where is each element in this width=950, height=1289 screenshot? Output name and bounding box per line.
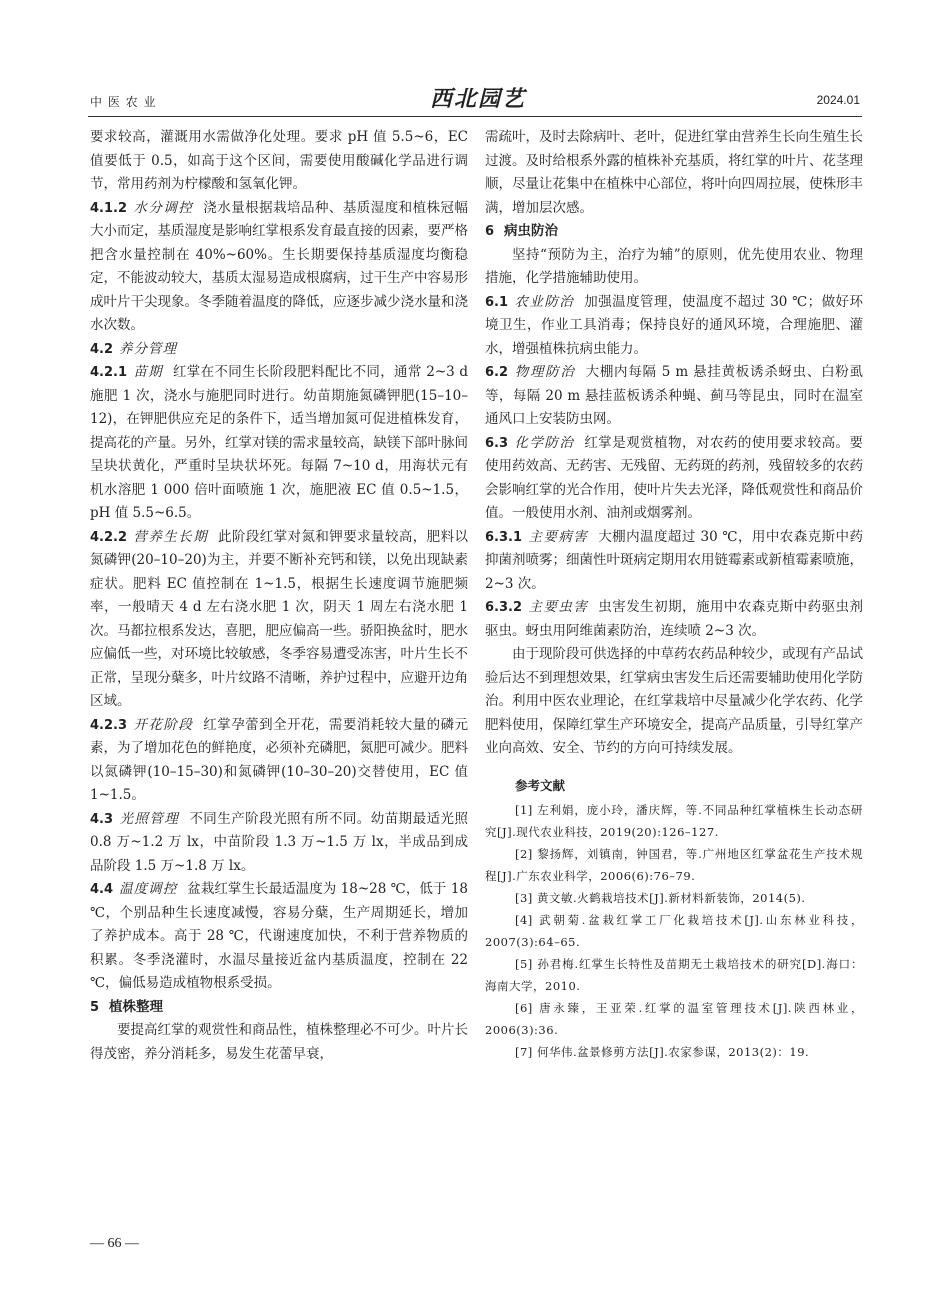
section-number: 4.3 xyxy=(90,811,114,827)
left-column xyxy=(90,126,468,1066)
section-text: 加强温度管理，使温度不超过 30 ℃；做好环境卫生，作业工具消毒；保持良好的通风环境，合理施肥、灌水，增强植株抗病虫能力。 xyxy=(485,293,863,357)
section-5-heading xyxy=(90,996,468,1020)
section-text: 浇水量根据栽培品种、基质湿度和植株冠幅大小而定，基质湿度是影响红掌根系发育最直接的因素，要严格把含水量控制在 40%~60%。生长期要保持基质湿度均衡稳定，不能波动较大，基质太湿易造成根腐病，过干生产中容易形成叶片干尖现象。冬季随着温度的降低，应逐步减少浇水量和浇水次数。 xyxy=(90,199,469,333)
paragraph: 要提高红掌的观赏性和商品性，植株整理必不可少。叶片长得茂密，养分消耗多，易发生花蕾早衰， xyxy=(90,1022,468,1062)
references xyxy=(485,775,863,1063)
section-6-2 xyxy=(485,361,863,432)
header-divider xyxy=(88,116,862,117)
section-number: 6.2 xyxy=(485,365,509,380)
section-title: 主要病害 xyxy=(528,528,589,545)
page-number: — 66 — xyxy=(90,1236,139,1251)
references-title: 参考文献 xyxy=(515,777,566,793)
section-4-2-1 xyxy=(90,361,468,526)
section-title: 病虫防治 xyxy=(504,223,559,239)
paragraph: 要求较高，灌溉用水需做净化处理。要求 pH 值 5.5~6，EC 值要低于 0.5，如高于这个区间，需要使用酸碱化学品进行调节，常用药剂为柠檬酸和氢氧化钾。 xyxy=(90,129,468,192)
conclusion-paragraph: 由于现阶段可供选择的中草药农药品种较少，或现有产品试验后达不到理想效果，红掌病虫害发生后还需要辅助使用化学防治。利用中医农业理论，在红掌栽培中尽量减少化学农药、化学肥料使用，保障红掌生产环境安全，提高产品质量，引导红掌产业向高效、安全、节约的方向可持续发展。 xyxy=(485,646,863,756)
section-title: 营养生长期 xyxy=(133,528,208,545)
section-title: 养分管理 xyxy=(119,340,178,357)
section-number: 4.2.1 xyxy=(90,365,128,380)
section-text: 虫害发生初期，施用中农森克斯中药驱虫剂驱虫。蚜虫用阿维菌素防治，连续喷 2~3 次。 xyxy=(485,599,864,639)
section-number: 4.2.2 xyxy=(90,529,128,545)
section-text: 大棚内温度超过 30 ℃，用中农森克斯中药抑菌剂喷雾；细菌性叶斑病定期用农用链霉素或新植霉素喷施，2~3 次。 xyxy=(485,528,863,592)
section-title: 开花阶段 xyxy=(133,716,194,733)
reference-item: [5] 孙君梅.红掌生长特性及苗期无土栽培技术的研究[D].海口：海南大学，2010. xyxy=(485,956,863,993)
section-text: 红掌在不同生长阶段肥料配比不同，通常 2~3 d 施肥 1 次，浇水与施肥同时进行。幼苗期施氮磷钾肥(15–10–12)，在钾肥供应充足的条件下，适当增加氮可促进植株发育，提高花的产量。另外，红掌对镁的需求量较高，缺镁下部叶脉间呈块状黄化，严重时呈块状坏死。每隔 7~10 d，用海状元有机水溶肥 1 000 倍叶面喷施 1 次，施肥液 EC 值 0.5~1.5，pH 值 5.5~6.5。 xyxy=(90,364,469,521)
section-text: 不同生产阶段光照有所不同。幼苗期最适光照 0.8 万~1.2 万 lx，中苗阶段 1.3 万~1.5 万 lx，半成品到成品阶段 1.5 万~1.8 万 lx。 xyxy=(90,810,469,874)
section-4-3 xyxy=(90,808,468,879)
section-4-1-2 xyxy=(90,197,468,338)
running-header-left: 中 医 农 业 xyxy=(90,95,157,109)
section-number: 4.2.3 xyxy=(90,717,128,733)
section-number: 6.1 xyxy=(485,294,509,310)
section-title: 水分调控 xyxy=(133,199,194,216)
section-title: 光照管理 xyxy=(119,810,180,827)
section-title: 物理防治 xyxy=(514,364,576,380)
paragraph: 需疏叶，及时去除病叶、老叶，促进红掌由营养生长向生殖生长过渡。及时给根系外露的植株补充基质，将红掌的叶片、花茎理顺，尽量让花集中在植株中心部位，将叶向四周拉展，使株形丰满，增加层次感。 xyxy=(485,129,863,216)
section-number: 6.3.2 xyxy=(485,600,523,615)
reference-item: [2] 黎扬辉，刘镇南，钟国君，等.广州地区红掌盆花生产技术规程[J].广东农业科学，2006(6):76–79. xyxy=(485,846,863,883)
section-title: 化学防治 xyxy=(514,434,575,451)
section-4-4 xyxy=(90,878,468,996)
issue-date: 2024.01 xyxy=(816,93,860,107)
section-text: 红掌是观赏植物，对农药的使用要求较高。要使用药效高、无药害、无残留、无药斑的药剂，残留较多的农药会影响红掌的光合作用，使叶片失去光泽，降低观赏性和商品价值。一般使用水剂、油剂或烟雾剂。 xyxy=(485,434,864,521)
section-number: 5 xyxy=(90,999,100,1015)
section-number: 4.4 xyxy=(90,882,114,897)
reference-item: [7] 何华伟.盆景修剪方法[J].农家参谋，2013(2)：19. xyxy=(515,1044,810,1059)
reference-item: [3] 黄文敏.火鹤栽培技术[J].新材料新装饰，2014(5). xyxy=(515,890,806,905)
section-title: 主要虫害 xyxy=(528,599,589,615)
section-6-3 xyxy=(485,432,863,526)
section-number: 6 xyxy=(485,224,495,239)
section-title: 植株整理 xyxy=(109,998,164,1015)
section-text: 红掌孕蕾到全开花，需要消耗较大量的磷元素，为了增加花色的鲜艳度，必须补充磷肥，氮肥可减少。肥料以氮磷钾(10–15–30)和氮磷钾(10–30–20)交替使用，EC 值 1~1.5。 xyxy=(90,716,469,803)
section-4-2-heading xyxy=(90,338,468,362)
reference-item: [1] 左利娟，庞小玲，潘庆辉，等.不同品种红掌植株生长动态研究[J].现代农业科技，2019(20):126–127. xyxy=(485,802,863,839)
right-column xyxy=(485,126,863,1063)
section-title: 农业防治 xyxy=(514,293,575,310)
section-4-2-2 xyxy=(90,526,468,714)
section-4-2-3 xyxy=(90,714,468,808)
section-text: 大棚内每隔 5 m 悬挂黄板诱杀蚜虫、白粉虱等，每隔 20 m 悬挂蓝板诱杀种蝇、蓟马等昆虫，同时在温室通风口上安装防虫网。 xyxy=(485,364,864,427)
section-number: 4.2 xyxy=(90,341,114,357)
section-text: 盆栽红掌生长最适温度为 18~28 ℃，低于 18 ℃，个别品种生长速度减慢，容易分蘖，生产周期延长，增加了养护成本。高于 28 ℃，代谢速度加快，不利于营养物质的积累。冬季浇灌时，水温尽量接近盆内基质温度，控制在 22 ℃，偏低易造成植物根系受损。 xyxy=(90,881,468,991)
section-6-3-1 xyxy=(485,526,863,597)
section-6-3-2 xyxy=(485,596,863,643)
section-title: 苗期 xyxy=(133,364,163,380)
section-6-heading xyxy=(485,220,863,244)
section-6-1 xyxy=(485,291,863,362)
section-number: 4.1.2 xyxy=(90,200,128,216)
section-number: 6.3 xyxy=(485,435,509,451)
reference-item: [4] 武朝菊.盆栽红掌工厂化栽培技术[J].山东林业科技，2007(3):64–65. xyxy=(485,912,863,949)
journal-logo: 西北园艺 xyxy=(430,86,527,112)
paragraph: 坚持“预防为主，治疗为辅”的原则，优先使用农业、物理措施，化学措施辅助使用。 xyxy=(485,246,863,286)
section-title: 温度调控 xyxy=(119,881,178,897)
section-text: 此阶段红掌对氮和钾要求量较高，肥料以氮磷钾(20–10–20)为主，并要不断补充钙和镁，以免出现缺素症状。肥料 EC 值控制在 1~1.5，根据生长速度调节施肥频率，一般晴天 4 d 左右浇水肥 1 次，阴天 1 周左右浇水肥 1 次。马都拉根系发达，喜肥，肥应偏高一些。骄阳换盆时，肥水应偏低一些，对环境比较敏感，冬季容易遭受冻害，叶片生长不正常，呈现分蘖多，叶片纹路不清晰，养护过程中，应避开边角区域。 xyxy=(90,528,469,709)
section-number: 6.3.1 xyxy=(485,529,523,545)
reference-item: [6] 唐永臻，王亚荣.红掌的温室管理技术[J].陕西林业，2006(3):36. xyxy=(485,1000,863,1037)
